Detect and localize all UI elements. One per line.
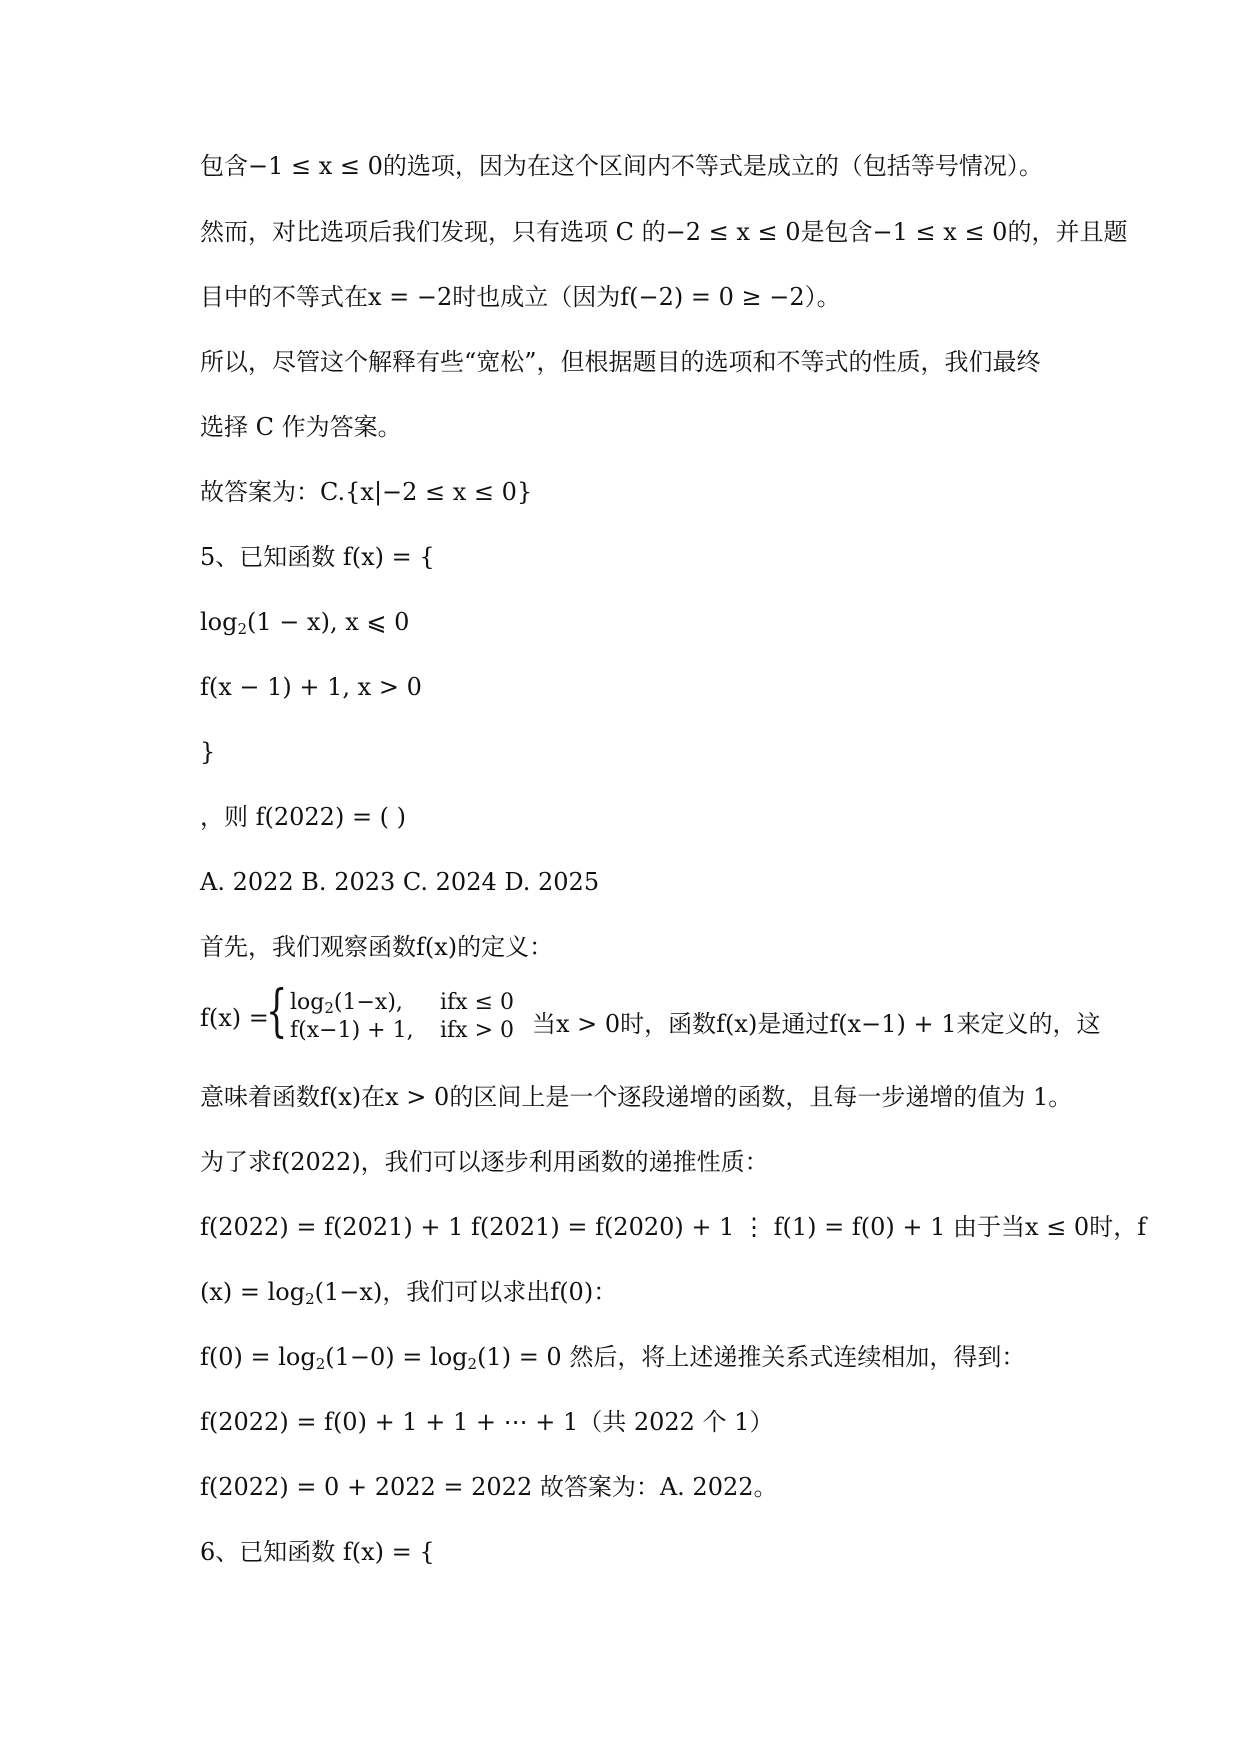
text-line-18 [200, 1276, 1100, 1315]
text-line-19 [200, 1341, 1100, 1380]
piecewise-case-2: f(x−1) + 1, [290, 1018, 414, 1043]
question-5-title: 5、已知函数 f(x) = { [200, 543, 435, 571]
l18-post: (1−x)，我们可以求出f(0)： [314, 1278, 618, 1306]
question-5-case-2: f(x − 1) + 1, x > 0 [200, 673, 422, 701]
question-6-title: 6、已知函数 f(x) = { [200, 1538, 435, 1566]
pw-case1-log: log [290, 990, 325, 1015]
text-line-15: 意味着函数f(x)在x > 0的区间上是一个逐段递增的函数，且每一步递增的值为 1。 [200, 1083, 1073, 1111]
case1-log-base: 2 [237, 620, 248, 638]
case1-rest: (1 − x), x ⩽ 0 [247, 608, 410, 636]
recurrence-line: f(2022) = f(2021) + 1 f(2021) = f(2020) + 1 ⋮ f(1) = f(0) + 1 由于当x ≤ 0时，f [200, 1213, 1147, 1241]
piecewise-condition-1: ifx ≤ 0 [440, 990, 515, 1015]
l19-a: f(0) = log [200, 1343, 316, 1371]
l19-c: (1) = 0 然后，将上述递推关系式连续相加，得到： [477, 1343, 1026, 1371]
piecewise-condition-2: ifx > 0 [440, 1018, 515, 1043]
case1-log: log [200, 608, 238, 636]
piecewise-explanation: 当x > 0时，函数f(x)是通过f(x−1) + 1来定义的，这 [532, 1010, 1101, 1038]
l19-base-1: 2 [315, 1355, 326, 1373]
pw-case1-base: 2 [324, 999, 334, 1017]
solution-intro: 首先，我们观察函数f(x)的定义： [200, 933, 554, 961]
piecewise-case-1 [290, 990, 403, 1021]
piecewise-definition [200, 979, 1101, 1048]
l18-base: 2 [305, 1290, 315, 1308]
question-5-case-1 [200, 606, 1100, 645]
text-line-20: f(2022) = f(0) + 1 + 1 + ⋯ + 1（共 2022 个 1） [200, 1408, 774, 1436]
l18-pre: (x) = log [200, 1278, 306, 1306]
text-line-2: 然而，对比选项后我们发现，只有选项 C 的−2 ≤ x ≤ 0是包含−1 ≤ x ≤ 0的，并且题 [200, 218, 1128, 246]
text-line-21: f(2022) = 0 + 2022 = 2022 故答案为：A. 2022。 [200, 1473, 778, 1501]
text-line-3: 目中的不等式在x = −2时也成立（因为f(−2) = 0 ≥ −2）。 [200, 283, 841, 311]
text-line-4: 所以，尽管这个解释有些“宽松”，但根据题目的选项和不等式的性质，我们最终 [200, 348, 1041, 376]
answer-line: 故答案为：C.{x|−2 ≤ x ≤ 0} [200, 478, 533, 506]
piecewise-lhs: f(x) = [200, 1004, 269, 1032]
question-5-prompt: ，则 f(2022) = ( ) [200, 803, 407, 831]
text-line-16: 为了求f(2022)，我们可以逐步利用函数的递推性质： [200, 1148, 769, 1176]
left-brace-icon: { [266, 979, 288, 1044]
question-5-options: A. 2022 B. 2023 C. 2024 D. 2025 [200, 868, 600, 896]
question-5-close-brace: } [200, 738, 216, 766]
text-line-1: 包含−1 ≤ x ≤ 0的选项，因为在这个区间内不等式是成立的（包括等号情况）。 [200, 152, 1043, 180]
l19-base-2: 2 [467, 1355, 478, 1373]
l19-b: (1−0) = log [325, 1343, 468, 1371]
pw-case1-arg: (1−x), [333, 990, 403, 1015]
text-line-5: 选择 C 作为答案。 [200, 413, 402, 441]
